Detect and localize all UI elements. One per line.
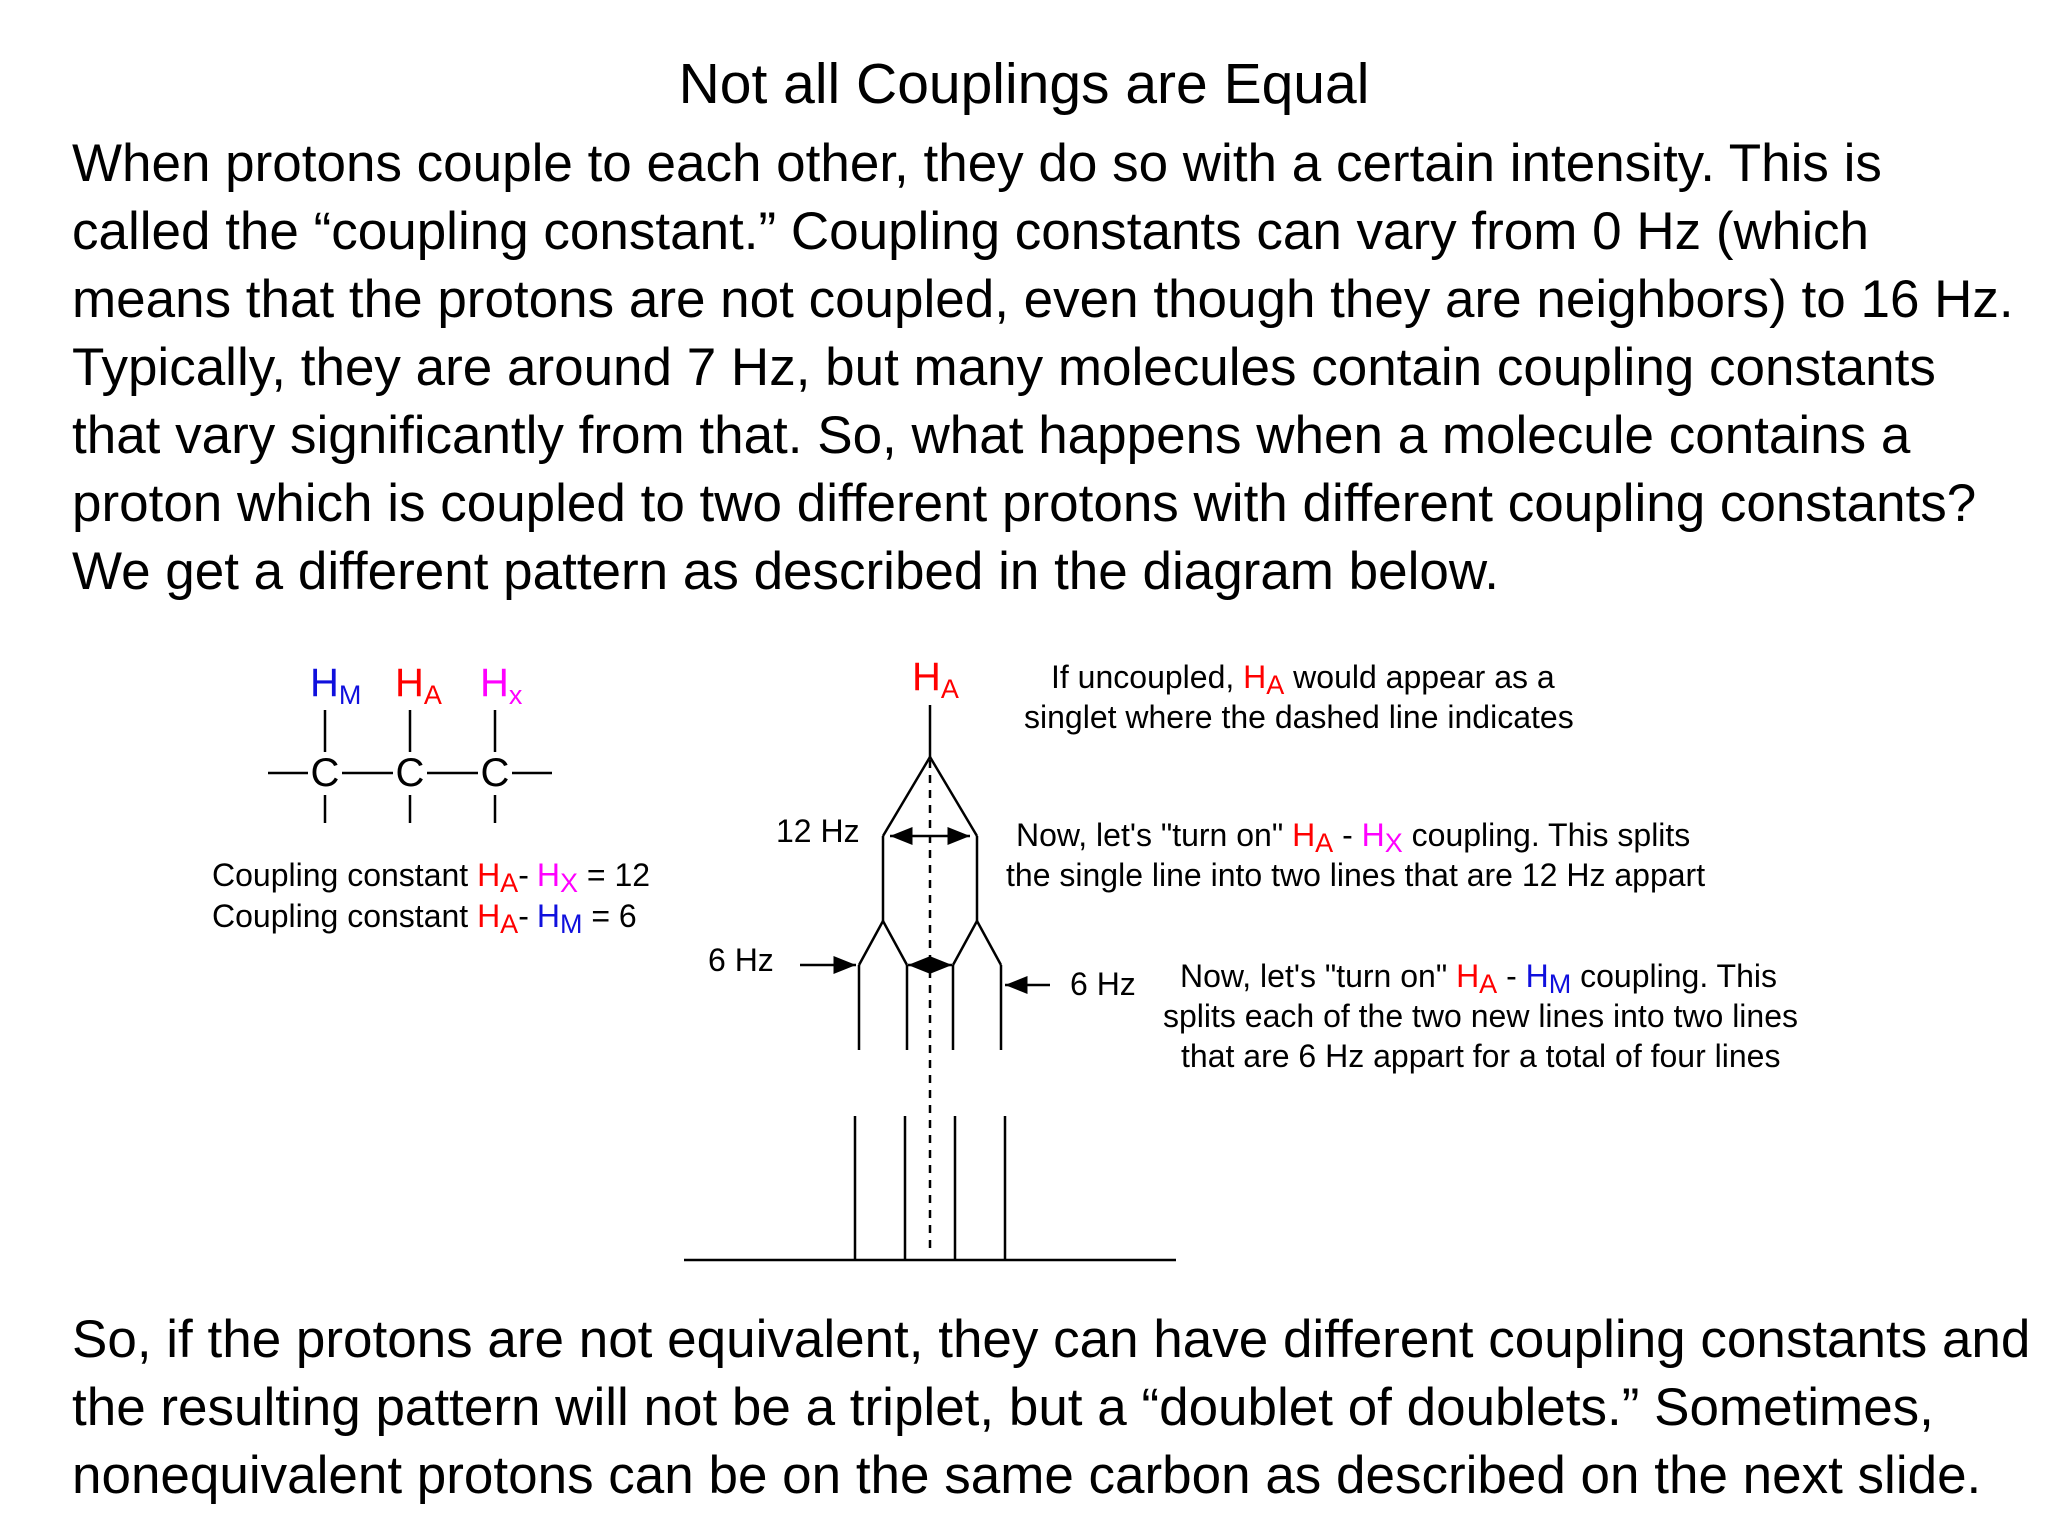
slide-title: Not all Couplings are Equal <box>678 52 1370 116</box>
hx-label: $H_x$ <box>480 661 523 710</box>
splitting-tree <box>708 655 1136 1250</box>
label-6hz-right: 6 Hz <box>1070 966 1136 1002</box>
carbon-2: C <box>395 751 425 795</box>
note-1-line-2: singlet where the dashed line indicates <box>1024 699 1574 735</box>
tree-ha-label: $H_A$ <box>912 655 959 704</box>
label-12hz: 12 Hz <box>776 813 860 849</box>
annotation-ha-hm <box>1163 958 1798 1074</box>
ha-label: $H_A$ <box>395 661 442 710</box>
note-2-line-2: the single line into two lines that are 12 Hz appart <box>1006 857 1706 893</box>
note-3-line-1: Now, let's "turn on" HA - HM coupling. This <box>1180 958 1777 999</box>
split-6hz-branch-right <box>953 921 1001 965</box>
conclusion-paragraph: So, if the protons are not equivalent, they can have different coupling constants and the resulting pattern will not be a triplet, but a “doublet of doublets.” Sometimes, nonequivalent protons can be on the same carbon as described on the next slide. <box>72 1310 2031 1505</box>
carbon-3: C <box>480 751 510 795</box>
carbon-1: C <box>310 751 340 795</box>
annotation-ha-hx <box>1006 817 1705 893</box>
annotation-uncoupled <box>1024 659 1574 735</box>
coupling-ha-hm-label: Coupling constant HA- HM = 6 <box>212 898 637 939</box>
note-3-line-3: that are 6 Hz appart for a total of four lines <box>1181 1038 1781 1074</box>
note-2-line-1: Now, let's "turn on" HA - HX coupling. This splits <box>1016 817 1691 858</box>
intro-paragraph: When protons couple to each other, they do so with a certain intensity. This is called the “coupling constant.” Coupling constants can vary from 0 Hz (which means that the protons are not coupled, even though they are neighbors) to 16 Hz. Typically, they are around 7 Hz, but many molecules contain coupling constants that vary significantly from that. So, what happens when a molecule contains a proton which is coupled to two different protons with different coupling constants? We get a different pattern as described in the diagram below. <box>72 134 2014 601</box>
note-1-line-1: If uncoupled, HA would appear as a <box>1051 659 1555 700</box>
molecule-structure <box>268 661 552 823</box>
label-6hz-left: 6 Hz <box>708 942 774 978</box>
hm-label: $H_M$ <box>310 661 362 710</box>
coupling-ha-hx-label: Coupling constant HA- HX = 12 <box>212 857 651 898</box>
split-6hz-branch-left <box>859 921 907 965</box>
note-3-line-2: splits each of the two new lines into two lines <box>1163 998 1798 1034</box>
